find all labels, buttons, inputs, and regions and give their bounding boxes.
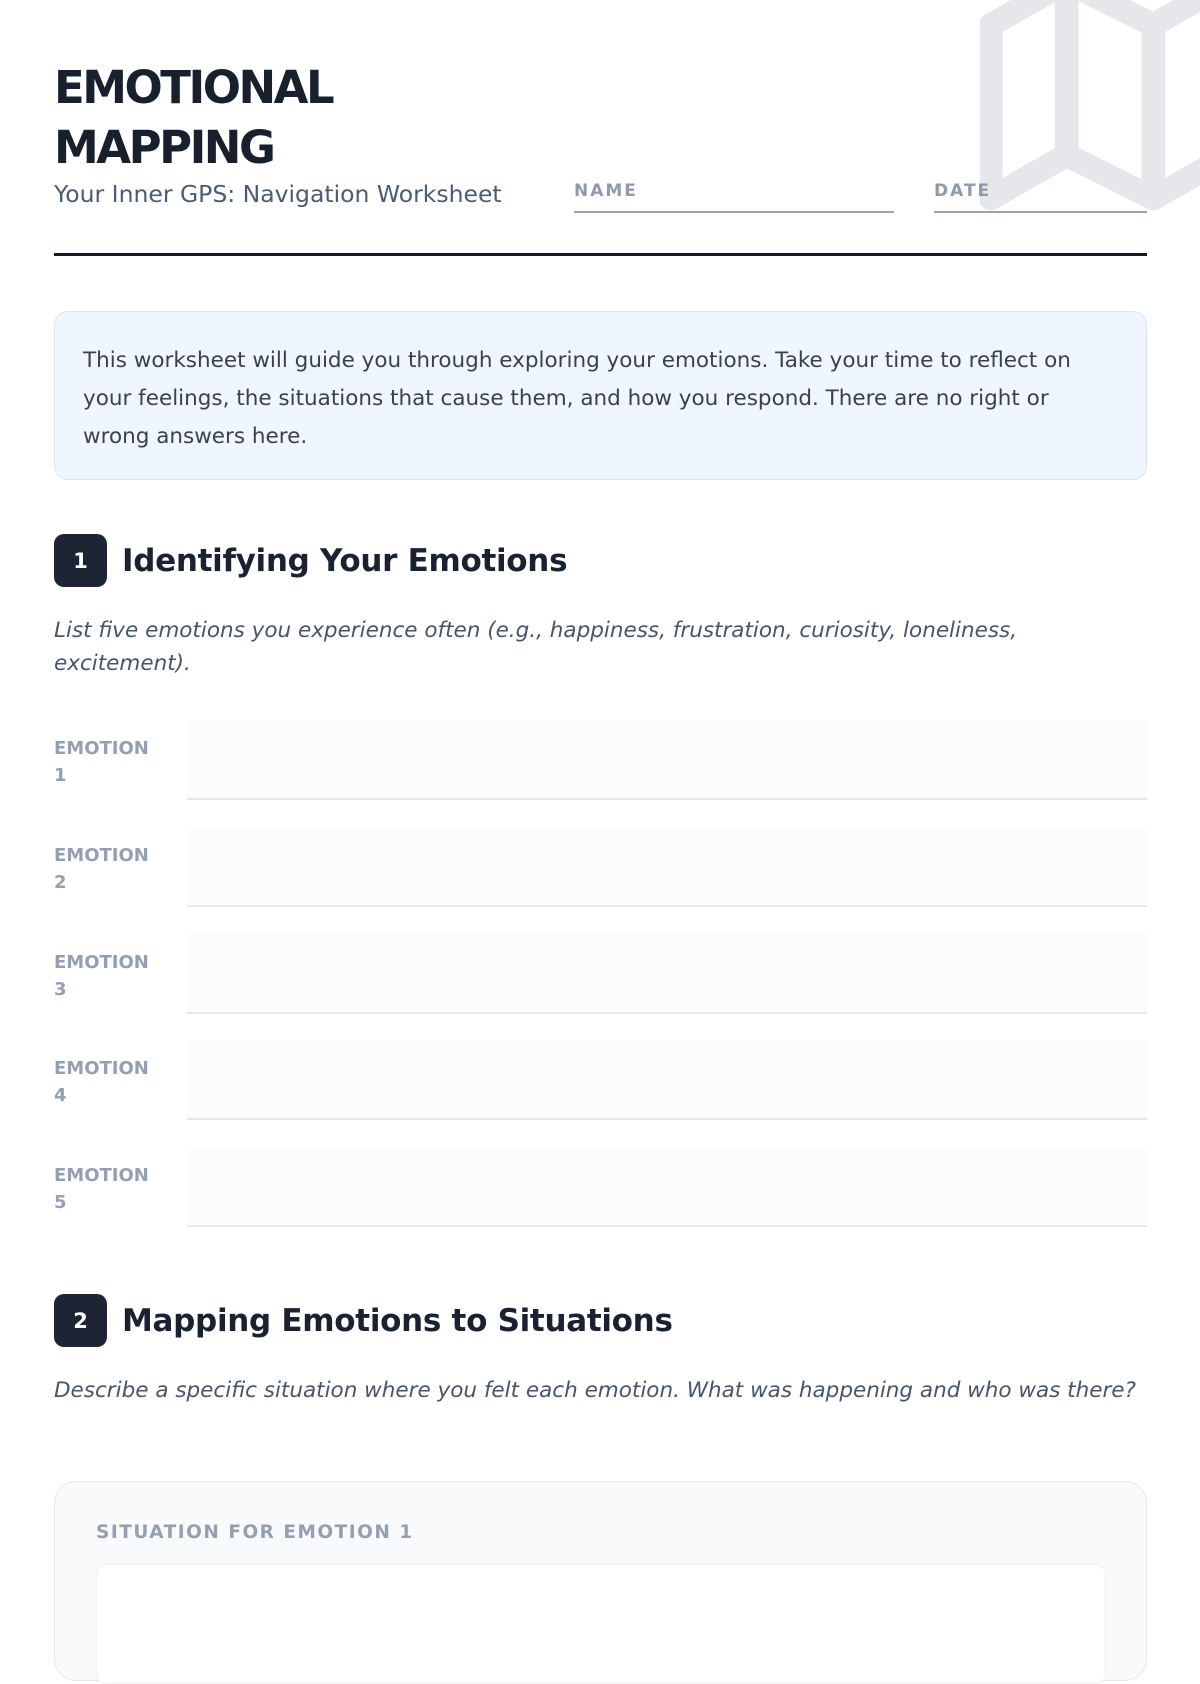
page-subtitle: Your Inner GPS: Navigation Worksheet: [54, 180, 502, 208]
emotion-row-5: [54, 1147, 1147, 1227]
emotion-row-2: [54, 827, 1147, 907]
emotion-label-number: 4: [54, 1085, 67, 1106]
emotion-label-word: EMOTION: [54, 845, 149, 866]
emotion-label-number: 1: [54, 765, 67, 786]
worksheet-header: [54, 0, 1147, 256]
emotion-label-word: EMOTION: [54, 1058, 149, 1079]
emotion-input-4[interactable]: [187, 1040, 1147, 1120]
date-field-label: DATE: [934, 181, 992, 201]
emotion-label-word: EMOTION: [54, 738, 149, 759]
emotion-label-1: [54, 735, 164, 789]
section-1-header: [54, 534, 567, 587]
emotion-row-3: [54, 934, 1147, 1014]
situation-label-1: SITUATION FOR EMOTION 1: [96, 1522, 414, 1543]
emotion-label-number: 3: [54, 979, 67, 1000]
emotion-label-3: [54, 949, 164, 1003]
page-title: [54, 58, 332, 178]
emotion-label-word: EMOTION: [54, 1165, 149, 1186]
situation-card-1: [54, 1481, 1147, 1681]
emotion-label-number: 2: [54, 872, 67, 893]
intro-box: This worksheet will guide you through exploring your emotions. Take your time to reflect on your feelings, the situations that cause them, and how you respond. There are no right or wrong answers here.: [54, 311, 1147, 480]
section-1-description: List five emotions you experience often (e.g., happiness, frustration, curiosity, loneliness, excitement).: [54, 618, 1018, 676]
section-1-title: Identifying Your Emotions: [122, 542, 568, 579]
section-1-badge: 1: [54, 534, 107, 587]
emotion-label-2: [54, 842, 164, 896]
emotion-label-word: EMOTION: [54, 952, 149, 973]
emotion-input-5[interactable]: [187, 1147, 1147, 1227]
page-title-line-2: MAPPING: [54, 121, 274, 174]
emotion-row-4: [54, 1040, 1147, 1120]
emotion-input-1[interactable]: [187, 720, 1147, 800]
section-2-title: Mapping Emotions to Situations: [122, 1302, 673, 1339]
page-title-line-1: EMOTIONAL: [54, 61, 333, 114]
emotion-label-4: [54, 1055, 164, 1109]
emotion-row-1: [54, 720, 1147, 800]
situation-input-1[interactable]: [96, 1564, 1106, 1684]
emotion-label-5: [54, 1162, 164, 1216]
name-field-label: NAME: [574, 181, 638, 201]
worksheet-page: [54, 0, 1147, 1543]
date-field[interactable]: [934, 180, 1147, 213]
emotion-input-3[interactable]: [187, 934, 1147, 1014]
section-2-badge: 2: [54, 1294, 107, 1347]
section-2-description: Describe a specific situation where you felt each emotion. What was happening and who was there?: [54, 1378, 1136, 1403]
name-field[interactable]: [574, 180, 894, 213]
section-2-header: [54, 1294, 673, 1347]
emotion-input-2[interactable]: [187, 827, 1147, 907]
emotion-label-number: 5: [54, 1192, 67, 1213]
